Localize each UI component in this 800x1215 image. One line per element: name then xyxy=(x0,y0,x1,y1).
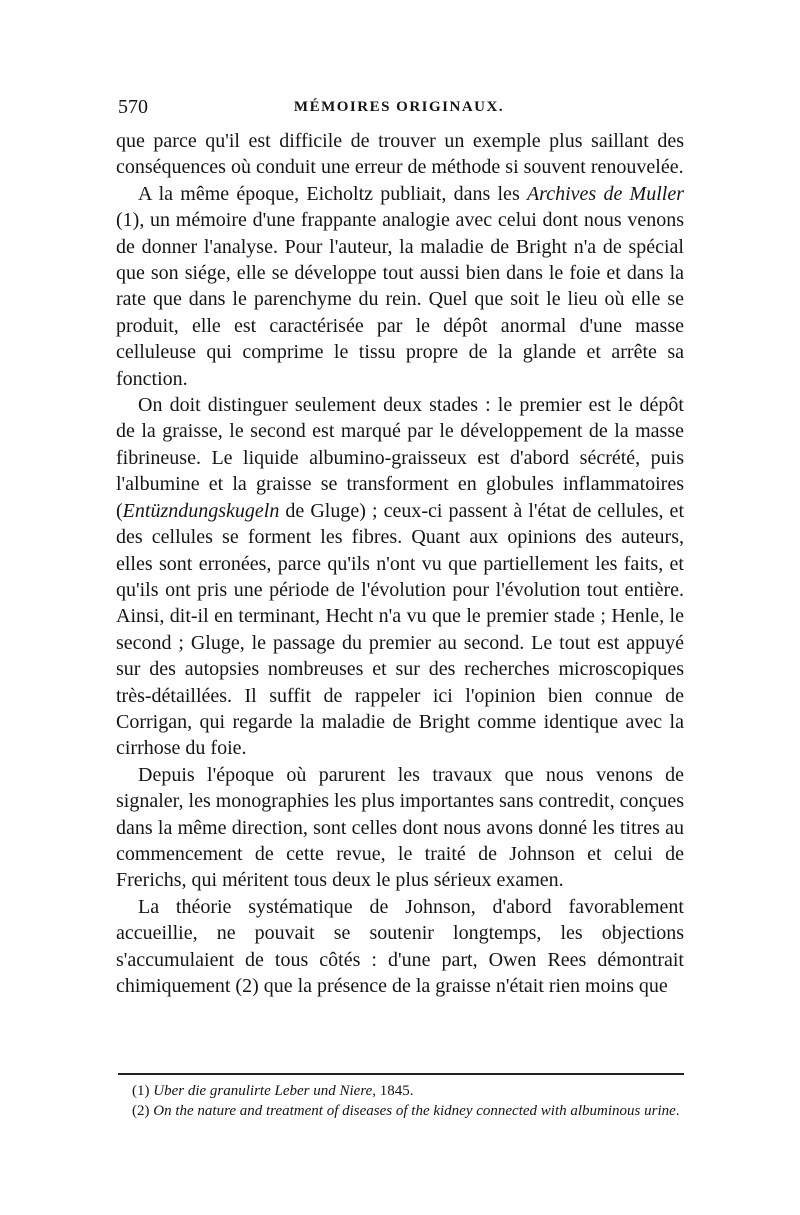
footnote-1 xyxy=(118,1081,684,1101)
footnote-marker: (2) xyxy=(132,1103,150,1119)
running-title: MÉMOIRES ORIGINAUX. xyxy=(293,99,505,115)
journal-title-archives: Archives de Muller xyxy=(526,182,684,205)
footnotes xyxy=(118,1081,684,1121)
footnote-title: On the nature and treatment of diseases of the kidney connected with albuminous urine xyxy=(153,1103,676,1119)
paragraph-2-start: A la même époque, Eicholtz publiait, dans les xyxy=(138,182,527,205)
paragraph-2 xyxy=(116,181,684,392)
footnote-title: Uber die granulirte Leber und Niere xyxy=(153,1083,373,1099)
paragraph-3-start: On doit distinguer seulement deux stades : le premier est le dépôt de la graisse, le second est marqué par le développement de la masse fibrineuse. Le liquide albumino-graisseux est d'abord sécrété, puis l'albumine et la graisse se transforment en globules inflammatoires ( xyxy=(116,394,684,522)
paragraph-3 xyxy=(116,392,684,762)
page-header xyxy=(118,96,680,124)
footnote-tail: , 1845. xyxy=(372,1083,414,1099)
paragraph-4: Depuis l'époque où parurent les travaux que nous venons de signaler, les monographies les plus importantes sans contredit, conçues dans la même direction, sont celles dont nous avons donné les titres au commencement de cette revue, le traité de Johnson et celui de Frerichs, qui méritent tous deux le plus sérieux examen. xyxy=(116,763,684,892)
footnote-2 xyxy=(118,1101,684,1121)
footnote-marker: (1) xyxy=(132,1083,150,1099)
paragraph-3-rest: de Gluge) ; ceux-ci passent à l'état de cellules, et des cellules se forment les fibres. Quant aux opinions des auteurs, elles sont erronées, parce qu'ils n'ont vu que partiellement les faits, et qu'ils ont pris une période de l'évolution pour l'évolution tout entière. Ainsi, dit-il en terminant, Hecht n'a vu que le premier stade ; Henle, le second ; Gluge, le passage du premier au second. Le tout est appuyé sur des autopsies nombreuses et sur des recherches microscopiques très-détaillées. Il suffit de rappeler ici l'opinion bien connue de Corrigan, qui regarde la maladie de Bright comme identique avec la cirrhose du foie. xyxy=(116,499,684,760)
body-text xyxy=(116,128,684,999)
paragraph-5: La théorie systématique de Johnson, d'abord favorablement accueillie, ne pouvait se soutenir longtemps, les objections s'accumulaient de tous côtés : d'une part, Owen Rees démontrait chimiquement (2) que la présence de la graisse n'était rien moins que xyxy=(116,895,684,997)
footnote-tail: . xyxy=(675,1103,680,1119)
paragraph-2-rest: (1), un mémoire d'une frappante analogie avec celui dont nous venons de donner l'analyse. Pour l'auteur, la maladie de Bright n'a de spécial que son siége, elle se développe tout aussi bien dans le foie et dans la rate que dans le parenchyme du rein. Quel que soit le lieu où elle se produit, elle est caractérisée par le dépôt anormal d'une masse celluleuse qui comprime le tissu propre de la glande et arrête sa fonction. xyxy=(116,209,684,390)
footnote-divider xyxy=(118,1073,684,1075)
paragraph-1: que parce qu'il est difficile de trouver un exemple plus saillant des conséquences où conduit une erreur de méthode si souvent renouvelée. xyxy=(116,130,684,179)
page-number: 570 xyxy=(118,96,148,118)
term-entzundungskugeln: Entüzndungskugeln xyxy=(122,499,280,522)
